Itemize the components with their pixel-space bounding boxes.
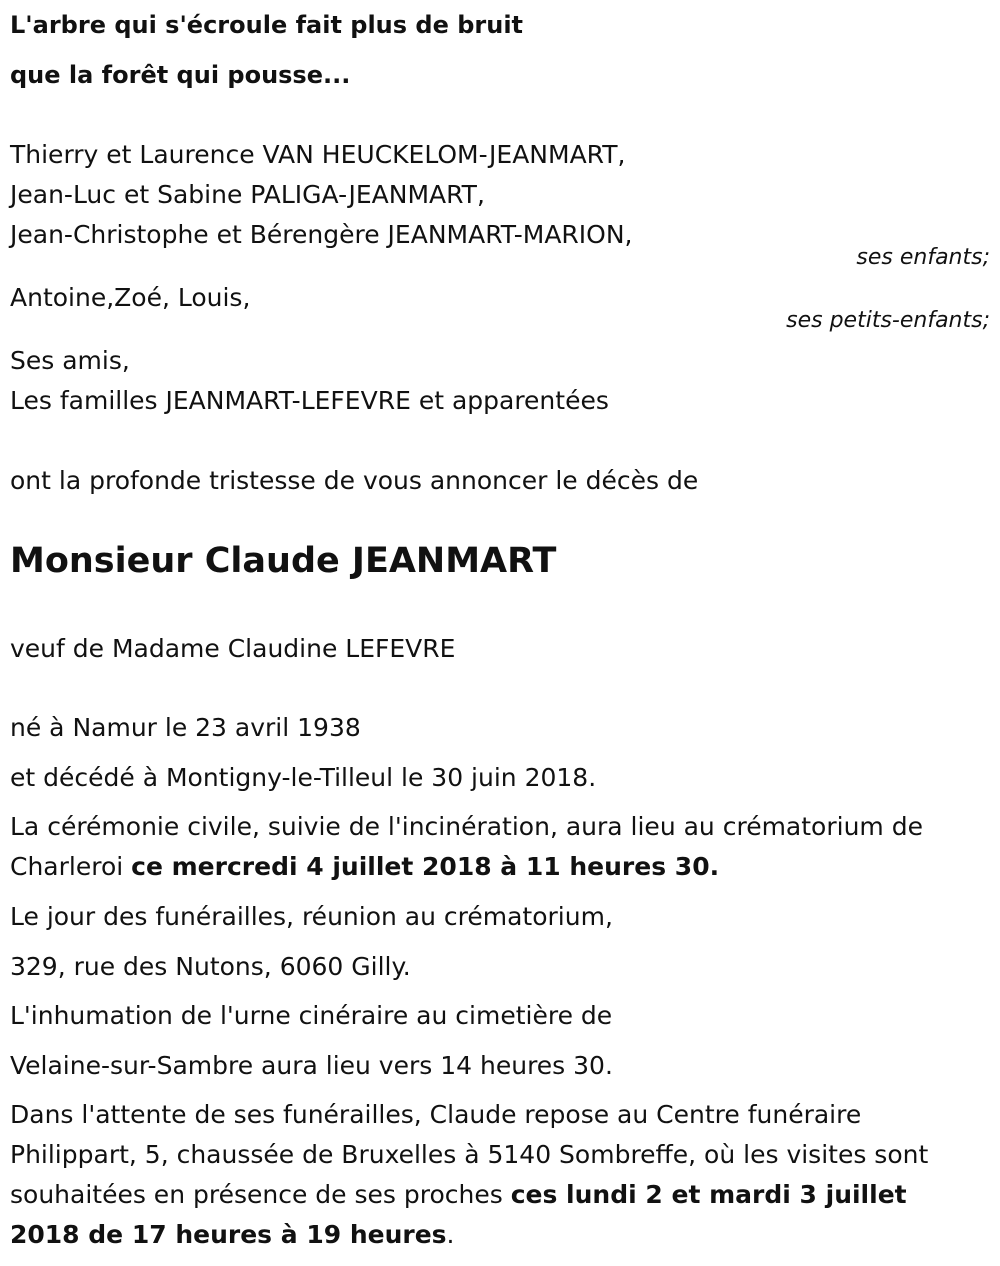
inhumation-line-2: Velaine-sur-Sambre aura lieu vers 14 heures 30. [10, 1051, 613, 1080]
visits-dates: ces lundi 2 et mardi 3 juillet [510, 1180, 907, 1209]
visits-hours: 2018 de 17 heures à 19 heures [10, 1220, 447, 1249]
gathering-line-2: 329, rue des Nutons, 6060 Gilly. [10, 952, 411, 981]
visits-text: souhaitées en présence de ses proches [10, 1180, 511, 1209]
child-name: Jean-Christophe et Bérengère JEANMART-MARION, [10, 220, 633, 249]
visits-end-period: . [446, 1220, 455, 1249]
child-name: Thierry et Laurence VAN HEUCKELOM-JEANMART, [10, 140, 626, 169]
child-name: Jean-Luc et Sabine PALIGA-JEANMART, [10, 180, 485, 209]
visits-line-4 [10, 1220, 455, 1250]
ceremony-line-2 [10, 852, 719, 882]
ceremony-line-1: La cérémonie civile, suivie de l'incinération, aura lieu au crématorium de [10, 812, 923, 841]
birth-line: né à Namur le 23 avril 1938 [10, 713, 361, 742]
announcement-line: ont la profonde tristesse de vous annoncer le décès de [10, 466, 699, 495]
ceremony-date: ce mercredi 4 juillet 2018 à 11 heures 30. [131, 852, 720, 881]
friends-line: Ses amis, [10, 346, 130, 375]
children-role: ses enfants; [856, 245, 990, 270]
gathering-line-1: Le jour des funérailles, réunion au crématorium, [10, 902, 613, 931]
visits-line-2: Philippart, 5, chaussée de Bruxelles à 5140 Sombreffe, où les visites sont [10, 1140, 929, 1169]
quote-line-2: que la forêt qui pousse... [10, 61, 351, 89]
families-line: Les familles JEANMART-LEFEVRE et apparentées [10, 386, 609, 415]
widower-line: veuf de Madame Claudine LEFEVRE [10, 634, 456, 663]
grandchildren-names: Antoine,Zoé, Louis, [10, 283, 251, 312]
visits-line-1: Dans l'attente de ses funérailles, Claude repose au Centre funéraire [10, 1100, 862, 1129]
grandchildren-role: ses petits-enfants; [786, 308, 990, 333]
ceremony-place: Charleroi [10, 852, 132, 881]
deceased-name: Monsieur Claude JEANMART [10, 541, 557, 581]
inhumation-line-1: L'inhumation de l'urne cinéraire au cimetière de [10, 1001, 613, 1030]
quote-line-1: L'arbre qui s'écroule fait plus de bruit [10, 11, 524, 39]
visits-line-3 [10, 1180, 907, 1210]
death-line: et décédé à Montigny-le-Tilleul le 30 juin 2018. [10, 763, 597, 792]
